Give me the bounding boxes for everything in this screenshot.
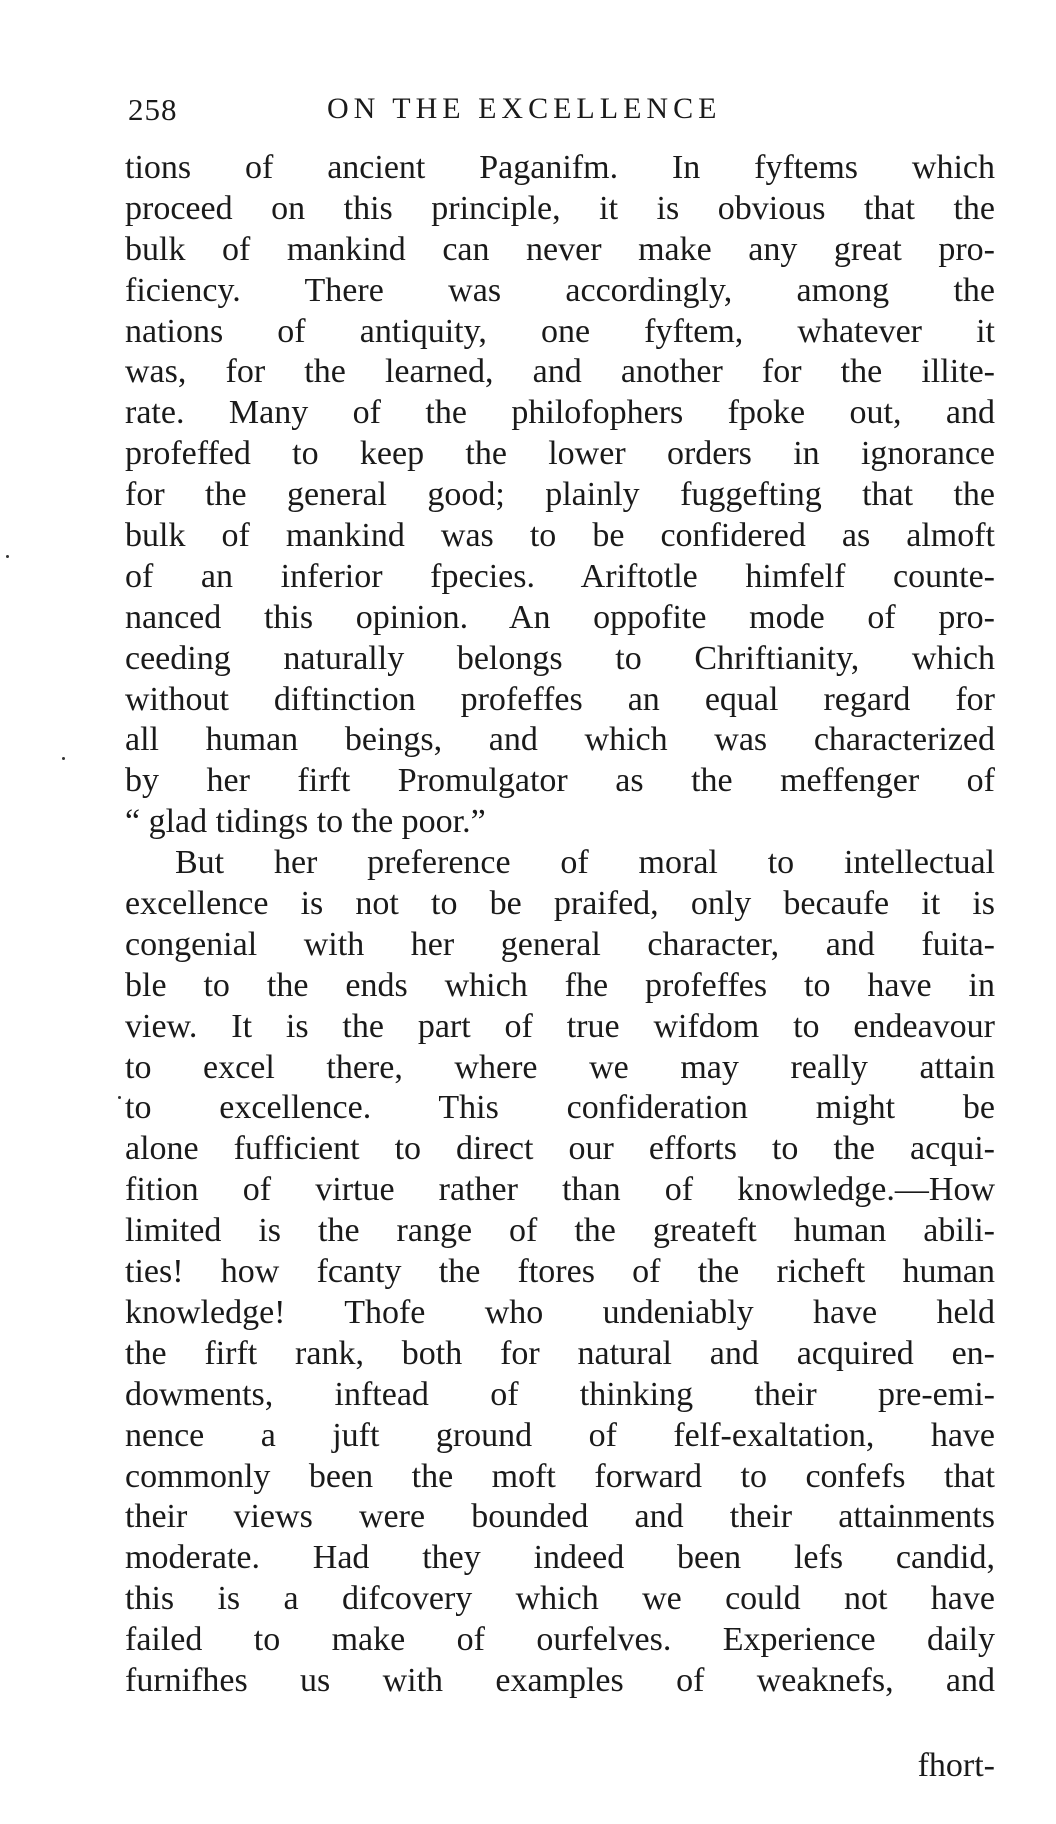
running-title: ON THE EXCELLENCE	[327, 92, 722, 125]
text-line: nence a juft ground of felf-exaltation, have	[125, 1416, 995, 1454]
text-line: view. It is the part of true wifdom to endeavour	[125, 1007, 995, 1045]
text-line: ficiency. There was accordingly, among the	[125, 271, 995, 309]
text-line: fition of virtue rather than of knowledge.—How	[125, 1171, 995, 1209]
text-line: knowledge! Thofe who undeniably have held	[125, 1293, 995, 1331]
text-line: congenial with her general character, and fuita-	[125, 925, 995, 963]
text-line: excellence is not to be praifed, only becaufe it is	[125, 885, 995, 923]
text-line: the firft rank, both for natural and acquired en-	[125, 1334, 995, 1372]
text-line: ties! how fcanty the ftores of the richeft human	[125, 1253, 995, 1291]
text-line: without diftinction profeffes an equal regard for	[125, 680, 995, 718]
text-line: failed to make of ourfelves. Experience daily	[125, 1621, 995, 1659]
text-line: rate. Many of the philofophers fpoke out, and	[125, 394, 995, 432]
text-line: of an inferior fpecies. Ariftotle himfelf counte-	[125, 557, 995, 595]
text-line: ceeding naturally belongs to Chriftianity, which	[125, 639, 995, 677]
text-line: for the general good; plainly fuggefting that the	[125, 476, 995, 514]
text-line: alone fufficient to direct our efforts to the acqui-	[125, 1130, 995, 1168]
paragraph-last-line: “ glad tidings to the poor.”	[125, 803, 486, 841]
text-line: tions of ancient Paganifm. In fyftems which	[125, 149, 995, 186]
text-line: by her firft Promulgator as the meffenger of	[125, 762, 995, 800]
catchword-row	[125, 1745, 995, 1787]
text-line: bulk of mankind can never make any great pro-	[125, 230, 995, 268]
running-head	[122, 92, 1002, 132]
text-line: was, for the learned, and another for the illite-	[125, 353, 995, 391]
text-line: nanced this opinion. An oppofite mode of pro-	[125, 598, 995, 636]
text-line: proceed on this principle, it is obvious that the	[125, 189, 995, 227]
text-line: dowments, inftead of thinking their pre-emi-	[125, 1375, 995, 1413]
text-line: nations of antiquity, one fyftem, whatever it	[125, 312, 995, 350]
paper-speck	[62, 757, 65, 760]
text-line: this is a difcovery which we could not have	[125, 1580, 995, 1618]
text-line: ble to the ends which fhe profeffes to have in	[125, 966, 995, 1004]
body-text	[125, 148, 995, 1702]
paper-speck	[118, 1096, 121, 1099]
text-line: limited is the range of the greateft human abili-	[125, 1212, 995, 1250]
catchword: fhort-	[917, 1747, 995, 1784]
text-line: moderate. Had they indeed been lefs candid,	[125, 1539, 995, 1577]
text-line: bulk of mankind was to be confidered as almoft	[125, 517, 995, 555]
page-number: 258	[128, 92, 178, 127]
text-line: to excellence. This confideration might be	[125, 1089, 995, 1127]
text-line: profeffed to keep the lower orders in ignorance	[125, 435, 995, 473]
text-line: furnifhes us with examples of weaknefs, and	[125, 1661, 995, 1699]
text-line: their views were bounded and their attainments	[125, 1498, 995, 1536]
paragraph-first-line: But her preference of moral to intellectual	[175, 844, 995, 882]
text-line: commonly been the moft forward to confefs that	[125, 1457, 995, 1495]
text-line: to excel there, where we may really attain	[125, 1048, 995, 1086]
text-line: all human beings, and which was characterized	[125, 721, 995, 759]
paper-speck	[6, 555, 9, 558]
